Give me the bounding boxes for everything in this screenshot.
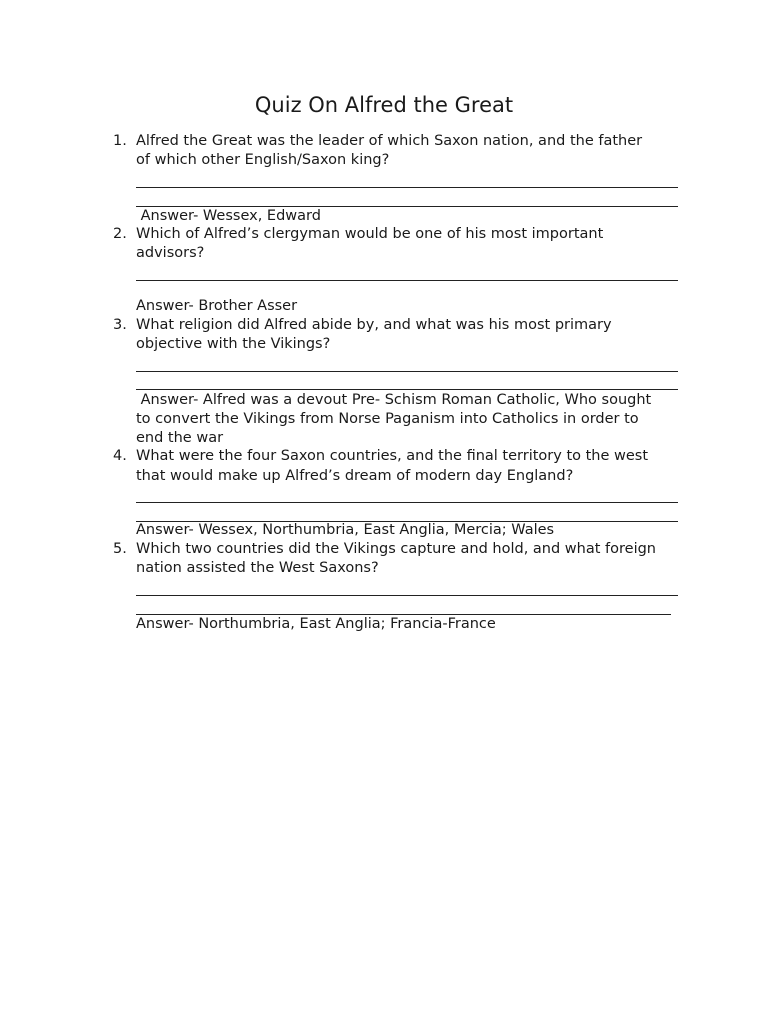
question-number: 3. bbox=[113, 317, 127, 333]
answer-blank-line bbox=[136, 280, 678, 281]
answer-blank-line bbox=[136, 371, 678, 372]
answer-text: Answer- Brother Asser bbox=[136, 298, 298, 314]
answer-text: Answer- Alfred was a devout Pre- Schism Roman Catholic, Who sought bbox=[136, 392, 652, 408]
question-text-line: advisors? bbox=[136, 245, 205, 261]
answer-text: to convert the Vikings from Norse Paganism into Catholics in order to bbox=[136, 411, 639, 427]
answer-text: Answer- Wessex, Northumbria, East Anglia, Mercia; Wales bbox=[136, 522, 555, 538]
question-text-line: Alfred the Great was the leader of which Saxon nation, and the father bbox=[136, 133, 643, 149]
answer-blank-line bbox=[136, 502, 678, 503]
answer-text: Answer- Wessex, Edward bbox=[136, 208, 321, 224]
page-title: Quiz On Alfred the Great bbox=[254, 93, 514, 117]
answer-text: end the war bbox=[136, 430, 224, 446]
answer-blank-line bbox=[136, 389, 678, 390]
question-number: 1. bbox=[113, 133, 127, 149]
question-number: 5. bbox=[113, 541, 127, 557]
question-text-line: Which two countries did the Vikings capture and hold, and what foreign bbox=[136, 541, 656, 557]
question-text-line: What religion did Alfred abide by, and what was his most primary bbox=[136, 317, 612, 333]
answer-text: Answer- Northumbria, East Anglia; Francia-France bbox=[136, 616, 496, 632]
question-text-line: Which of Alfred’s clergyman would be one of his most important bbox=[136, 226, 604, 242]
question-number: 2. bbox=[113, 226, 127, 242]
answer-blank-line bbox=[136, 187, 678, 188]
question-text-line: objective with the Vikings? bbox=[136, 336, 331, 352]
question-text-line: of which other English/Saxon king? bbox=[136, 152, 390, 168]
answer-blank-line bbox=[136, 595, 678, 596]
question-text-line: What were the four Saxon countries, and the final territory to the west bbox=[136, 448, 649, 464]
question-text-line: nation assisted the West Saxons? bbox=[136, 560, 379, 576]
question-text-line: that would make up Alfred’s dream of modern day England? bbox=[136, 468, 574, 484]
question-number: 4. bbox=[113, 448, 127, 464]
